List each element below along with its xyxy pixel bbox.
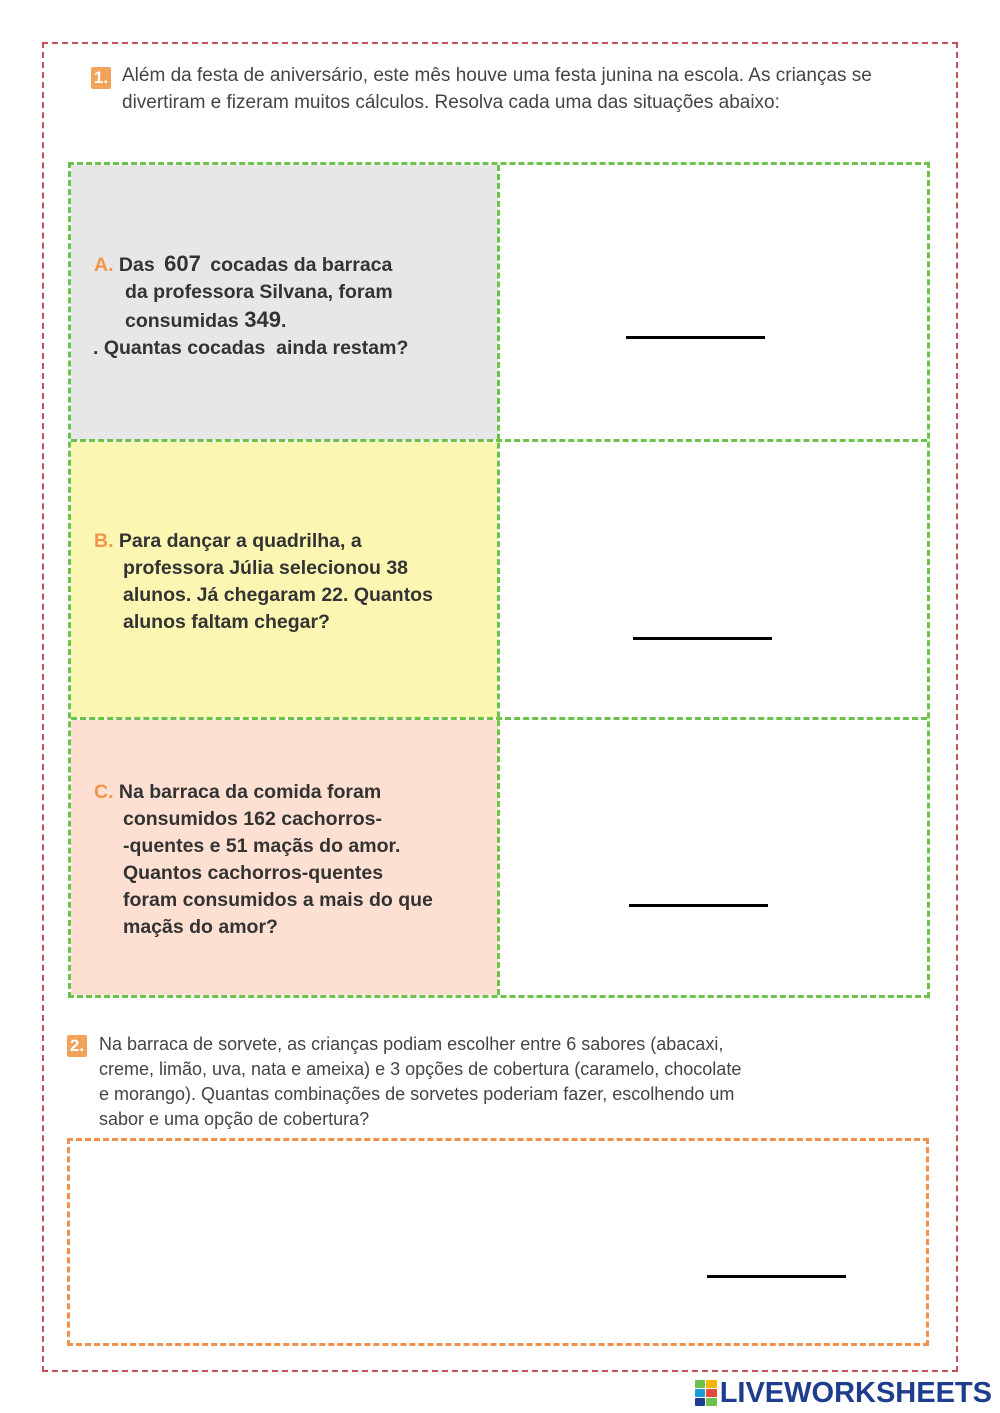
problem-a-line3-post: . bbox=[280, 310, 287, 332]
table-vertical-divider bbox=[497, 165, 500, 995]
liveworksheets-logo-icon bbox=[695, 1380, 717, 1406]
problem-a-line2: da professora Silvana, foram bbox=[125, 281, 393, 303]
problem-a-number-349: 349 bbox=[244, 307, 281, 332]
problem-b-letter: B. bbox=[94, 530, 114, 552]
problem-b-line2: professora Júlia selecionou 38 bbox=[123, 557, 409, 579]
problem-a-line1-post: cocadas da barraca bbox=[210, 254, 393, 276]
problem-a-line3-pre: consumidas bbox=[125, 310, 239, 332]
question-2-line2: creme, limão, uva, nata e ameixa) e 3 opções de cobertura (caramelo, chocolate bbox=[99, 1059, 742, 1079]
problem-b-line3: alunos. Já chegaram 22. Quantos bbox=[123, 584, 433, 606]
answer-line-2[interactable] bbox=[707, 1275, 846, 1278]
question-2-text bbox=[99, 1032, 919, 1132]
problem-c-line4: Quantos cachorros-quentes bbox=[123, 862, 384, 884]
problem-b-line1: Para dançar a quadrilha, a bbox=[118, 530, 362, 552]
problem-c-line2: consumidos 162 cachorros- bbox=[123, 808, 383, 830]
problem-c-line5: foram consumidos a mais do que bbox=[123, 889, 433, 911]
problem-b-text bbox=[94, 528, 494, 636]
answer-line-a[interactable] bbox=[626, 336, 765, 339]
table-divider-bc bbox=[71, 717, 927, 720]
problem-c-line3: -quentes e 51 maçãs do amor. bbox=[123, 835, 401, 857]
question-2-line3: e morango). Quantas combinações de sorvetes poderiam fazer, escolhendo um bbox=[99, 1084, 735, 1104]
problem-c-letter: C. bbox=[94, 781, 114, 803]
question-2-number-badge: 2. bbox=[67, 1035, 87, 1057]
problem-b-line4: alunos faltam chegar? bbox=[123, 611, 330, 633]
liveworksheets-text: LIVEWORKSHEETS bbox=[719, 1376, 992, 1409]
problem-c-line6: maçãs do amor? bbox=[123, 916, 278, 938]
question-2-line4: sabor e uma opção de cobertura? bbox=[99, 1109, 370, 1129]
liveworksheets-watermark bbox=[695, 1378, 992, 1408]
question-2-line1: Na barraca de sorvete, as crianças podiam escolher entre 6 sabores (abacaxi, bbox=[99, 1034, 724, 1054]
answer-line-b[interactable] bbox=[633, 637, 772, 640]
problem-c-line1: Na barraca da comida foram bbox=[118, 781, 382, 803]
problem-a-line4: . Quantas cocadas ainda restam? bbox=[93, 337, 409, 359]
question-1-number-badge: 1. bbox=[91, 67, 111, 89]
problem-a-line1-pre: Das bbox=[118, 254, 155, 276]
problem-a-letter: A. bbox=[94, 254, 114, 276]
question-2-answer-box bbox=[67, 1138, 929, 1346]
table-divider-ab bbox=[71, 439, 927, 442]
problem-a-text bbox=[94, 250, 494, 362]
question-1-text: Além da festa de aniversário, este mês houve uma festa junina na escola. As crianças se divertiram e fizeram muitos cálculos. Resolva cada uma das situações abaixo: bbox=[122, 65, 872, 113]
problem-a-number-607: 607 bbox=[164, 251, 201, 276]
answer-line-c[interactable] bbox=[629, 904, 768, 907]
problem-c-text bbox=[94, 779, 494, 941]
